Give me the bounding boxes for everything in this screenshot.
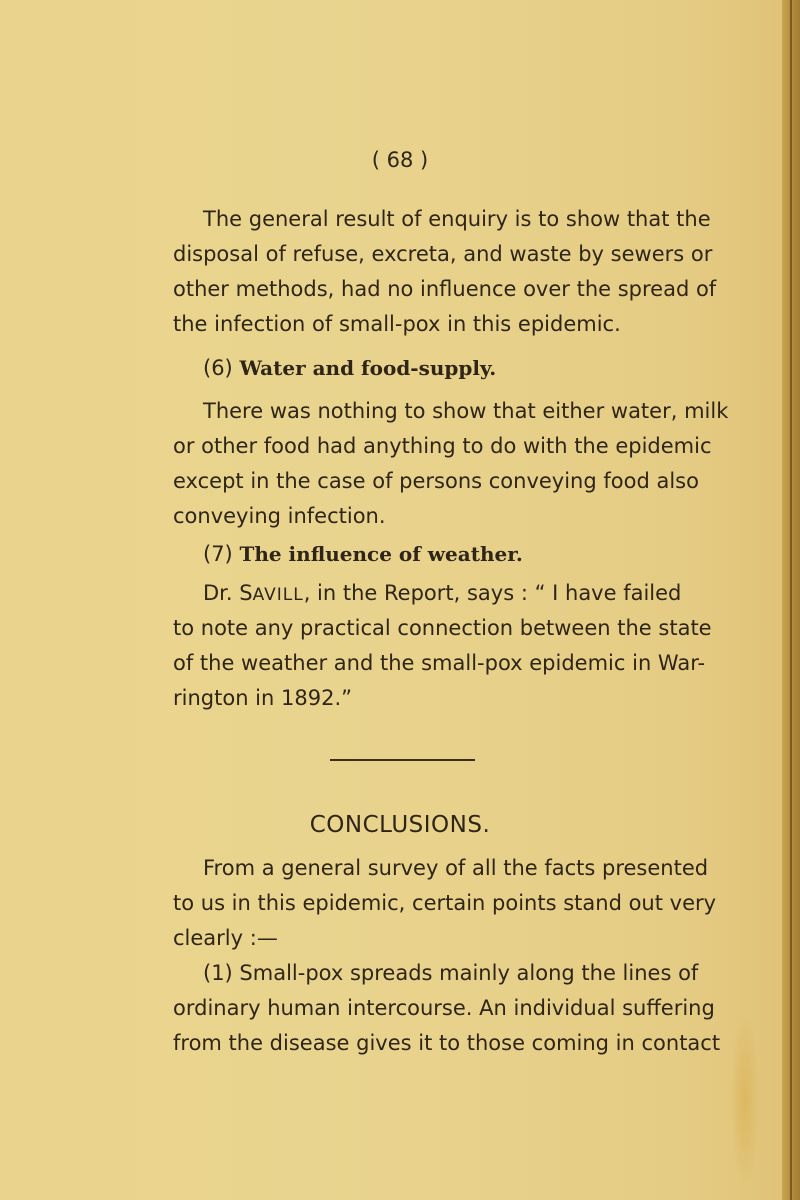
paragraph-line: ordinary human intercourse. An individual suffering <box>173 996 715 1020</box>
paragraph-line: other methods, had no influence over the spread of <box>173 277 717 301</box>
paragraph-line: (1) Small-pox spreads mainly along the lines of <box>203 961 699 985</box>
page-number: ( 68 ) <box>371 148 429 172</box>
paragraph-line: the infection of small-pox in this epidemic. <box>173 312 621 336</box>
paragraph-line: of the weather and the small-pox epidemic in War- <box>173 651 706 675</box>
section-title: The influence of weather. <box>239 542 523 566</box>
conclusions-heading: CONCLUSIONS. <box>309 812 491 838</box>
paragraph-line: or other food had anything to do with the epidemic <box>173 434 712 458</box>
text-run: Dr. S <box>203 581 253 605</box>
paragraph-line: The general result of enquiry is to show that the <box>203 207 711 231</box>
paragraph-line: except in the case of persons conveying food also <box>173 469 699 493</box>
section-number: (7) <box>203 542 233 566</box>
paragraph-line: to us in this epidemic, certain points stand out very <box>173 891 717 915</box>
section-6-heading <box>203 358 496 379</box>
text-run: , in the Report, says : “ I have failed <box>303 581 682 605</box>
paragraph-line: conveying infection. <box>173 504 386 528</box>
section-divider <box>330 759 475 761</box>
section-title: Water and food-supply. <box>239 356 497 380</box>
paragraph-line: From a general survey of all the facts presented <box>203 856 709 880</box>
paragraph-line: rington in 1892.” <box>173 686 352 710</box>
paper-stain <box>730 1010 760 1190</box>
section-number: (6) <box>203 356 233 380</box>
paragraph-line: clearly :— <box>173 926 278 950</box>
paragraph-line: disposal of refuse, excreta, and waste by sewers or <box>173 242 713 266</box>
binding-shadow <box>790 0 792 1200</box>
paragraph-line: to note any practical connection between the state <box>173 616 712 640</box>
paragraph-line: from the disease gives it to those coming in contact <box>173 1031 721 1055</box>
paragraph-line: There was nothing to show that either water, milk <box>203 399 729 423</box>
section-7-heading <box>203 544 523 565</box>
paragraph-line <box>203 583 681 604</box>
smallcaps-name: AVILL <box>252 585 304 605</box>
